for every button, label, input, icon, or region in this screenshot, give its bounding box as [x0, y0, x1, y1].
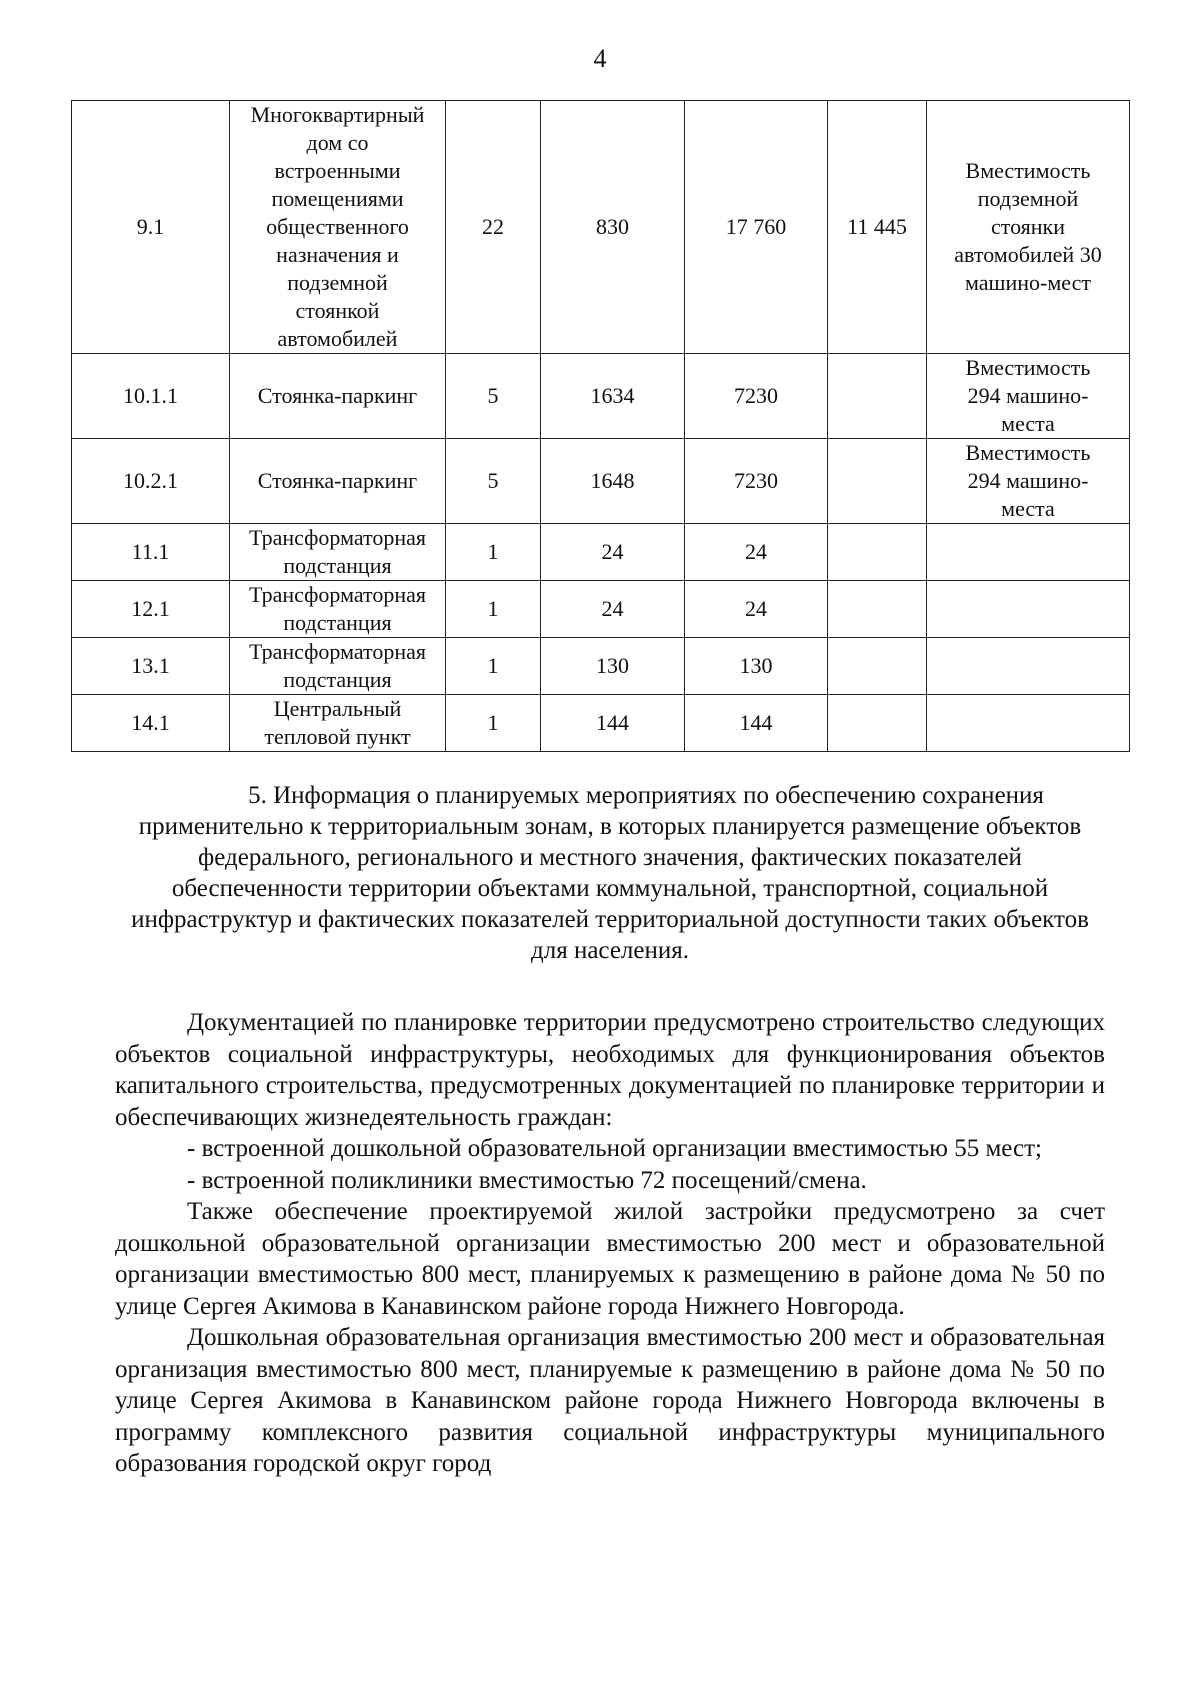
- cell-area-2: 7230: [685, 439, 828, 524]
- cell-name: Трансформаторная подстанция: [230, 638, 446, 695]
- cell-floors: 5: [446, 354, 541, 439]
- table-row: [72, 695, 1130, 752]
- table-row: [72, 524, 1130, 581]
- cell-floors: 5: [446, 439, 541, 524]
- cell-area-1: 130: [541, 638, 685, 695]
- cell-area-2: 7230: [685, 354, 828, 439]
- table-row: [72, 439, 1130, 524]
- section-heading: [115, 780, 1105, 966]
- cell-area-1: 1634: [541, 354, 685, 439]
- cell-area-3: [828, 354, 927, 439]
- cell-note: [927, 581, 1130, 638]
- cell-area-3: [828, 524, 927, 581]
- cell-note: [927, 638, 1130, 695]
- cell-name: Стоянка-паркинг: [230, 354, 446, 439]
- list-item: - встроенной поликлиники вместимостью 72 посещений/смена.: [187, 1166, 867, 1194]
- cell-name: Многоквартирный дом со встроенными помещениями общественного назначения и подземной стоянкой автомобилей: [230, 101, 446, 354]
- cell-area-2: 17 760: [685, 101, 828, 354]
- cell-number: 12.1: [72, 581, 230, 638]
- body-text: [115, 1007, 1105, 1480]
- cell-note: Вместимость 294 машино-места: [927, 354, 1130, 439]
- cell-area-2: 24: [685, 524, 828, 581]
- cell-number: 10.1.1: [72, 354, 230, 439]
- cell-area-2: 144: [685, 695, 828, 752]
- cell-floors: 1: [446, 638, 541, 695]
- paragraph: Также обеспечение проектируемой жилой застройки предусмотрено за счет дошкольной образовательной организации вместимостью 200 мест и образовательной организации вместимостью 800 мест, планируемых к размещению в районе дома № 50 по улице Сергея Акимова в Канавинском районе города Нижнего Новгорода.: [115, 1198, 1105, 1320]
- cell-name: Центральный тепловой пункт: [230, 695, 446, 752]
- cell-number: 11.1: [72, 524, 230, 581]
- cell-number: 13.1: [72, 638, 230, 695]
- cell-floors: 1: [446, 695, 541, 752]
- cell-floors: 1: [446, 524, 541, 581]
- paragraph: Документацией по планировке территории предусмотрено строительство следующих объектов социальной инфраструктуры, необходимых для функционирования объектов капитального строительства, предусмотренных документацией по планировке территории и обеспечивающих жизнедеятельность граждан:: [115, 1009, 1105, 1131]
- cell-note: Вместимость 294 машино-места: [927, 439, 1130, 524]
- cell-area-3: [828, 695, 927, 752]
- cell-area-1: 144: [541, 695, 685, 752]
- cell-area-2: 130: [685, 638, 828, 695]
- cell-name: Стоянка-паркинг: [230, 439, 446, 524]
- cell-name: Трансформаторная подстанция: [230, 524, 446, 581]
- cell-note: [927, 695, 1130, 752]
- cell-area-2: 24: [685, 581, 828, 638]
- cell-area-3: 11 445: [828, 101, 927, 354]
- cell-area-1: 24: [541, 581, 685, 638]
- cell-floors: 22: [446, 101, 541, 354]
- objects-table: [71, 100, 1130, 752]
- table-row: [72, 638, 1130, 695]
- cell-floors: 1: [446, 581, 541, 638]
- cell-area-1: 24: [541, 524, 685, 581]
- cell-area-3: [828, 439, 927, 524]
- cell-area-1: 830: [541, 101, 685, 354]
- cell-area-3: [828, 581, 927, 638]
- page-number: 4: [593, 44, 607, 73]
- cell-number: 9.1: [72, 101, 230, 354]
- table-row: [72, 581, 1130, 638]
- cell-area-1: 1648: [541, 439, 685, 524]
- cell-area-3: [828, 638, 927, 695]
- cell-number: 14.1: [72, 695, 230, 752]
- cell-name: Трансформаторная подстанция: [230, 581, 446, 638]
- paragraph: Дошкольная образовательная организация вместимостью 200 мест и образовательная организация вместимостью 800 мест, планируемые к размещению в районе дома № 50 по улице Сергея Акимова в Канавинском районе города Нижнего Новгорода включены в программу комплексного развития социальной инфраструктуры муниципального образования городской округ город: [115, 1324, 1105, 1477]
- cell-note: Вместимость подземной стоянки автомобилей 30 машино-мест: [927, 101, 1130, 354]
- cell-number: 10.2.1: [72, 439, 230, 524]
- cell-note: [927, 524, 1130, 581]
- table-row: [72, 354, 1130, 439]
- table-row: [72, 101, 1130, 354]
- section-heading-text: 5. Информация о планируемых мероприятиях по обеспечению сохранения применительно к территориальным зонам, в которых планируется размещение объектов федерального, регионального и местного значения, фактических показателей обеспеченности территории объектами коммунальной, транспортной, социальной инфраструктур и фактических показателей территориальной доступности таких объектов для населения.: [131, 782, 1089, 964]
- list-item: - встроенной дошкольной образовательной организации вместимостью 55 мест;: [187, 1135, 1042, 1162]
